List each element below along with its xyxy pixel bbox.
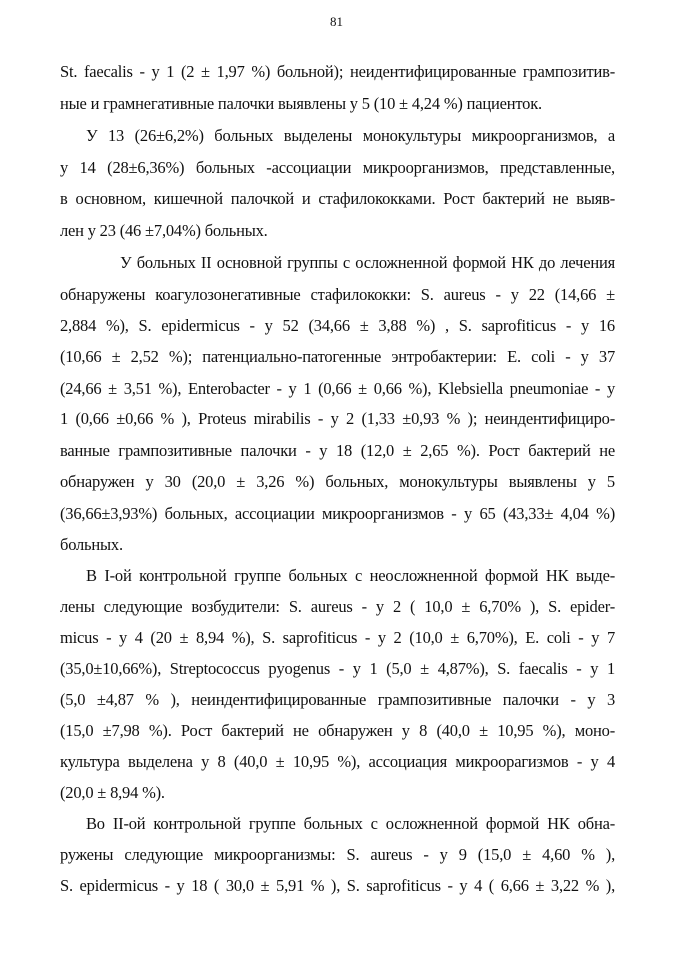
text-line: У больных II основной группы с осложненной формой НК до лечения (120, 253, 615, 272)
text-line: (24,66 ± 3,51 %), Enterobacter - у 1 (0,66 ± 0,66 %), Klebsiella pneumoniae - у (60, 379, 615, 398)
text-line: у 14 (28±6,36%) больных -ассоциации микроорганизмов, представленные, (60, 158, 615, 177)
text-line: обнаружены коагулозонегативные стафилококки: S. aureus - у 22 (14,66 ± (60, 285, 615, 304)
text-line: лен у 23 (46 ±7,04%) больных. (60, 221, 268, 240)
text-line: 2,884 %), S. epidermicus - у 52 (34,66 ± 3,88 %) , S. saprofiticus - у 16 (60, 316, 615, 335)
text-line: культура выделена у 8 (40,0 ± 10,95 %), ассоциация микроорагизмов - у 4 (60, 752, 615, 771)
text-line: больных. (60, 535, 123, 554)
text-line: лены следующие возбудители: S. aureus - у 2 ( 10,0 ± 6,70% ), S. epider- (60, 597, 615, 616)
text-line: St. faecalis - у 1 (2 ± 1,97 %) больной); неидентифицированные грампозитив- (60, 62, 615, 81)
text-line: обнаружен у 30 (20,0 ± 3,26 %) больных, монокультуры выявлены у 5 (60, 472, 615, 491)
text-line: ружены следующие микроорганизмы: S. aureus - у 9 (15,0 ± 4,60 % ), (60, 845, 615, 864)
text-line: S. epidermicus - у 18 ( 30,0 ± 5,91 % ), S. saprofiticus - у 4 ( 6,66 ± 3,22 % ), (60, 876, 615, 895)
text-line: micus - у 4 (20 ± 8,94 %), S. saprofiticus - у 2 (10,0 ± 6,70%), E. coli - у 7 (60, 628, 615, 647)
text-line: (36,66±3,93%) больных, ассоциации микроорганизмов - у 65 (43,33± 4,04 %) (60, 504, 615, 523)
text-line: (15,0 ±7,98 %). Рост бактерий не обнаружен у 8 (40,0 ± 10,95 %), моно- (60, 721, 615, 740)
text-line: (35,0±10,66%), Streptococcus pyogenus - у 1 (5,0 ± 4,87%), S. faecalis - у 1 (60, 659, 615, 678)
text-line: (5,0 ±4,87 % ), неиндентифицированные грампозитивные палочки - у 3 (60, 690, 615, 709)
text-line: ные и грамнегативные палочки выявлены у 5 (10 ± 4,24 %) пациенток. (60, 94, 542, 113)
text-line: Во II-ой контрольной группе больных с осложненной формой НК обна- (86, 814, 615, 833)
text-line: 1 (0,66 ±0,66 % ), Proteus mirabilis - у 2 (1,33 ±0,93 % ); неиндентифициро- (60, 409, 615, 428)
text-line: В I-ой контрольной группе больных с неосложненной формой НК выде- (86, 566, 615, 585)
page-number: 81 (330, 14, 343, 29)
text-line: (10,66 ± 2,52 %); патенциально-патогенные энтробактерии: E. coli - у 37 (60, 347, 615, 366)
text-line: У 13 (26±6,2%) больных выделены монокультуры микроорганизмов, а (86, 126, 615, 145)
text-line: ванные грампозитивные палочки - у 18 (12,0 ± 2,65 %). Рост бактерий не (60, 441, 615, 460)
text-line: в основном, кишечной палочкой и стафилококками. Рост бактерий не выяв- (60, 189, 615, 208)
text-line: (20,0 ± 8,94 %). (60, 783, 165, 802)
